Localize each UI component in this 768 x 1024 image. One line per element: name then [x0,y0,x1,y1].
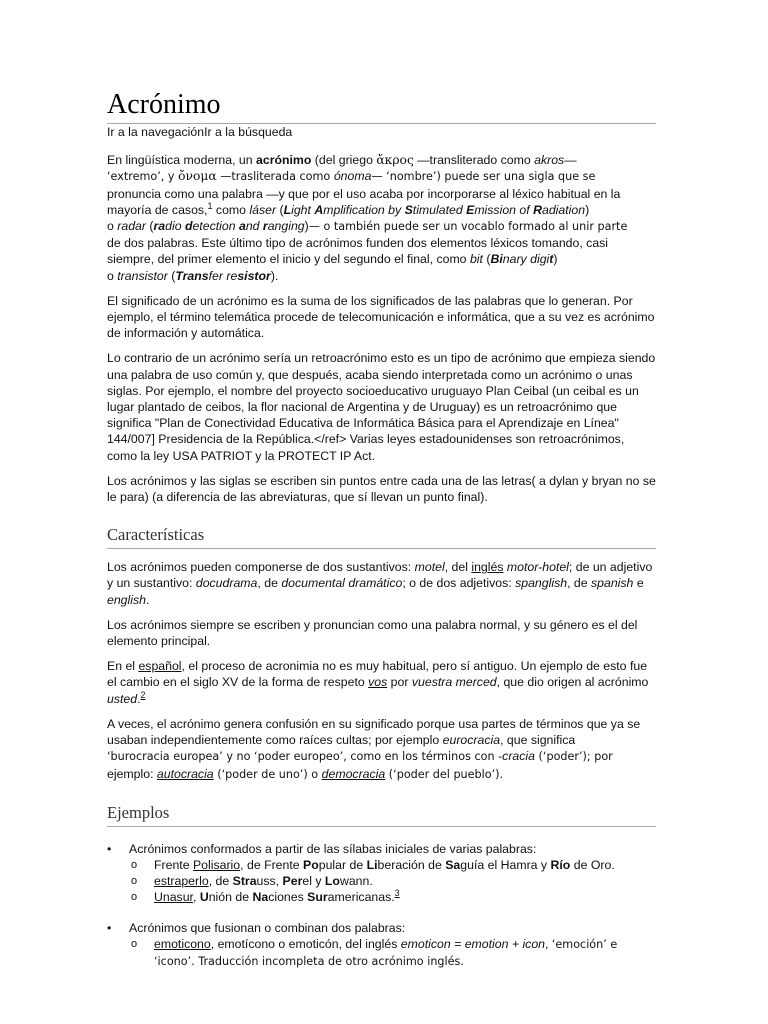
text: En lingüística moderna, un [107,153,257,168]
text: , que significa [500,733,576,748]
term-spanglish: spanglish [515,576,568,591]
bold-fragment: Po [303,857,319,872]
text: ( [482,252,491,267]
list-item-label: Acrónimos que fusionan o combinan dos palabras: [129,920,406,935]
term-radar: radar [117,219,146,234]
text: (del griego [311,153,377,168]
link-estraperlo[interactable]: estraperlo [154,874,209,889]
text: , de [257,576,282,591]
list-item [107,841,656,906]
text: Los acrónimos pueden componerse de dos sustantivos: [107,560,415,575]
sub-list [129,857,656,906]
intro-paragraph-1: En lingüística moderna, un acrónimo (del griego ἄκρος —transliterado como akros— ‘extremo’, y ὄνομα —trasliterada como ónoma— ‘nombre’) puede ser una sigla que se pronuncia como una palabra —y que por el uso acaba por incorporarse al léxico habitual en la mayoría de casos,$^1$ como láser (Light Amplification by Stimulated Emission of Radiation) o radar (radio detection and ranging)— o también puede ser un vocablo formado al unir parte de dos palabras. Este último tipo de acrónimos funden dos elementos léxicos tomando, casi siempre, del primer elemento el inicio y del segundo el final, como bit (Binary digit) o transistor (Transfer resistor). [107,153,628,283]
jump-to-search-link[interactable]: Ir a la búsqueda [204,125,293,139]
term-bit: bit [469,252,483,267]
gloss-poder-del-pueblo: (‘poder del pueblo’). [385,767,504,781]
link-vos[interactable] [368,675,387,689]
bold-fragment: Sa [445,857,461,872]
term-cracia: cracia [502,749,535,764]
bold-fragment: Per [282,874,303,889]
gloss-poder: (‘poder’); por [534,750,613,764]
text: , emotícono o emoticón, del inglés [210,936,401,951]
jump-links [107,124,656,140]
text: americanas. [327,890,395,905]
intro-paragraph-2: El significado de un acrónimo es la suma de los significados de las palabras que lo generan. Por ejemplo, el término telemática procede de telecomunicación e informática, que a su vez es acrónimo de información y automática. [107,293,655,341]
text: En el [107,659,139,674]
text: ejemplo: [107,766,157,781]
text: A veces, el acrónimo genera confusión en su significado porque usa partes de términos que ya se usaban independientemente como raíces cultas; por ejemplo [107,716,641,748]
text: guía el Hamra y [460,857,551,872]
features-paragraph-1 [107,559,656,608]
term-spanish: spanish [591,576,634,591]
term-motel: motel [414,560,445,575]
text: —transliterado como [413,153,535,168]
text: por [387,675,412,690]
link-unasur[interactable]: Unasur [154,890,193,905]
examples-list [107,841,656,970]
text: wann. [339,874,373,889]
gloss-emocion: ‘emoción’ e [551,937,618,951]
bold-fragment: Sur [307,890,328,905]
term-english: english [107,592,146,607]
text: ) [553,252,558,267]
text: pronuncia como una palabra —y que por el uso acaba por incorporarse al léxico habitual en la mayoría de casos, [107,186,621,217]
intro-paragraph-3: Lo contrario de un acrónimo sería un retroacrónimo esto es un tipo de acrónimo que empieza siendo una palabra de uso común y, que después, acaba siendo interpretada como un acrónimo o unas siglas. Por ejemplo, el nombre del proyecto socioeducativo uruguayo Plan Ceibal (un ceibal es un lugar plantado de ceibos, la flor nacional de Argentina y de Uruguay) es un retroacrónimo que significa "Plan de Conectividad Educativa de Informática Básica para el Aprendizaje en Línea" 144/007] Presidencia de la República.</ref> Varias leyes estadounidenses son retroacrónimos, como la ley USA PATRIOT y la PROTECT IP Act. [107,351,656,463]
text: uss, [256,874,283,889]
link-espanol[interactable]: español [138,659,182,674]
gloss-nombre: — ‘nombre’) puede ser una sigla que se [371,170,596,184]
gloss-extremo: ‘extremo’, y [107,170,179,184]
text: — [564,153,577,168]
sub-list [129,936,656,970]
bold-fragment: Na [252,890,269,905]
translit-akros: akros [534,153,565,168]
text: ( [167,268,176,283]
sub-list-item [129,857,656,873]
text: —trasliterada como [216,170,334,184]
term-motor-hotel: motor-hotel [506,560,569,575]
text: , [545,936,552,951]
text: , de Frente [240,857,304,872]
gloss-burocracia: ‘burocracia europea’ y no ‘poder europeo’, como en los términos con - [107,750,503,764]
text: o [107,219,118,234]
text: el y [302,874,325,889]
bold-fragment: U [199,890,209,905]
text: , el proceso de acronimia no es muy habitual, pero sí antiguo. Un ejemplo de esto fue el cambio en el siglo XV de la forma de respeto [107,659,648,690]
term-autocracia: autocracia [156,766,214,781]
text: beración de [377,857,446,872]
text: , de [567,576,592,591]
features-paragraph-4 [107,716,656,783]
article [107,88,656,984]
term-emoticon-formula: emoticon = emotion + icon [400,936,546,951]
intro-paragraph-4: Los acrónimos y las siglas se escriben sin puntos entre cada una de las letras( a dylan y bryan no se le para) (a diferencia de las abreviaturas, que sí llevan un punto final). [107,473,656,505]
text: Frente [154,857,193,872]
text: ) [585,202,590,217]
text: ( [145,219,154,234]
list-item-label: Acrónimos conformados a partir de las sílabas iniciales de varias palabras: [129,841,537,856]
link-autocracia[interactable] [157,767,214,781]
term-transistor: transistor [117,268,168,283]
jump-to-navigation-link[interactable]: Ir a la navegación [107,125,205,139]
link-democracia[interactable] [322,767,386,781]
text: ; o de dos adjetivos: [402,576,516,591]
term-docudrama: docudrama [195,576,258,591]
section-heading-caracteristicas: Características [107,525,656,549]
text: e [633,576,644,591]
text: o [107,268,118,283]
translit-onoma: ónoma [333,169,372,184]
text: , de [208,874,233,889]
text: , del [444,560,472,575]
sub-list-item [129,873,656,889]
link-polisario[interactable]: Polisario [192,857,241,872]
text: ; de un adjetivo y un sustantivo: [107,560,653,591]
text: pular de [318,857,367,872]
page-title: Acrónimo [107,88,656,124]
text: . [145,592,150,607]
text: ). [270,268,279,283]
text: nión de [208,890,253,905]
term-vos: vos [368,675,388,690]
greek-akros: ἄκρος [376,153,414,168]
term-laser: láser [249,202,277,217]
text: ( [276,202,284,217]
term-vuestra-merced: vuestra merced [411,675,497,690]
gloss-icono: ‘icono’. Traducción incompleta de otro acrónimo inglés. [154,954,464,968]
bold-fragment: Río [550,857,571,872]
term-acronimo: acrónimo [256,153,312,168]
text: . [137,691,141,706]
list-item [107,920,656,971]
gloss-poder-de-uno: (‘poder de uno’) o [213,767,322,781]
reference-2[interactable]: 2 [140,689,146,700]
reference-1[interactable]: 1 [207,200,213,211]
bold-fragment: Stra [232,874,257,889]
term-documental-dramatico: documental dramático [281,576,403,591]
section-heading-ejemplos: Ejemplos [107,803,656,827]
greek-onoma: ὄνομα [178,169,217,184]
text: — o también puede ser un vocablo formado al unir parte [308,220,628,234]
features-paragraph-2: Los acrónimos siempre se escriben y pronuncian como una palabra normal, y su género es el del elemento principal. [107,617,638,649]
text: ciones [268,890,308,905]
text: , [192,890,200,905]
text: , que dio origen al acrónimo [496,675,649,690]
reference-3[interactable]: 3 [394,888,400,899]
text: como [212,202,250,217]
text: de dos palabras. Este último tipo de acrónimos funden dos elementos léxicos tomando, casi siempre, del primer elemento el inicio y del segundo el final, como [107,236,609,267]
term-eurocracia: eurocracia [442,733,501,748]
bold-fragment: Li [366,857,378,872]
text: ) [304,219,309,234]
term-usted: usted [107,691,138,706]
text: de Oro. [570,857,615,872]
link-ingles[interactable]: inglés [471,560,504,575]
link-emoticono[interactable]: emoticono [154,936,211,951]
bold-fragment: Lo [324,874,340,889]
sub-list-item [129,936,656,970]
term-democracia: democracia [321,766,386,781]
features-paragraph-3 [107,658,656,707]
sub-list-item [129,889,656,905]
